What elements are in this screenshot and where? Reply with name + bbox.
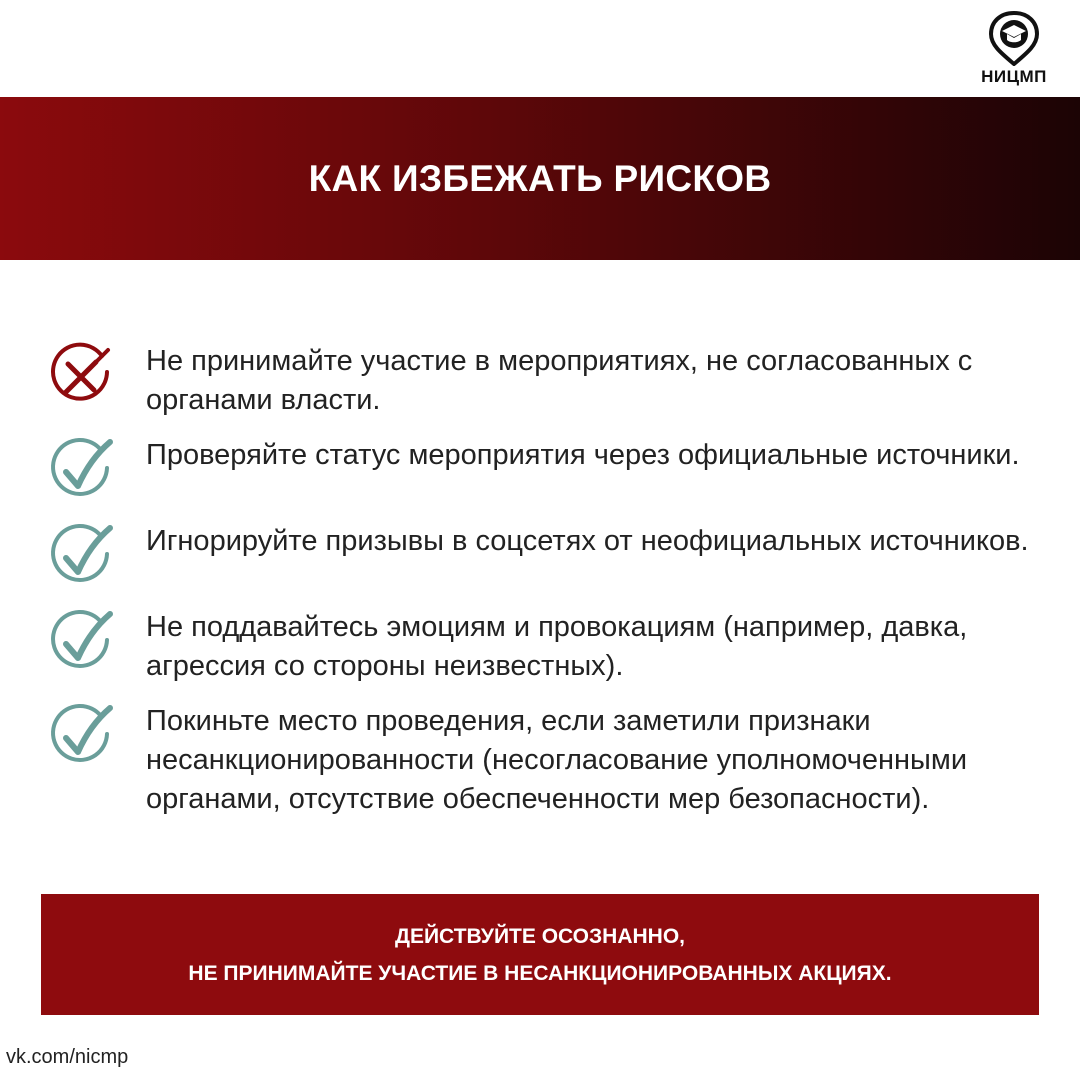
cta-line-2: НЕ ПРИНИМАЙТЕ УЧАСТИЕ В НЕСАНКЦИОНИРОВАННЫХ АКЦИЯХ. [188, 961, 892, 985]
brand-logo [974, 10, 1054, 90]
check-circle-icon [46, 522, 116, 592]
tips-list [46, 338, 1036, 831]
check-circle-icon [46, 702, 116, 772]
header-banner [0, 97, 1080, 260]
check-circle-icon [46, 436, 116, 506]
tip-item [46, 432, 1036, 506]
cta-banner [41, 894, 1039, 1015]
tip-text: Не принимайте участие в мероприятиях, не согласованных с органами власти. [146, 345, 973, 416]
page-title: КАК ИЗБЕЖАТЬ РИСКОВ [308, 157, 772, 199]
cta-line-1: ДЕЙСТВУЙТЕ ОСОЗНАННО, [394, 924, 686, 948]
tip-text: Проверяйте статус мероприятия через официальные источники. [146, 439, 1020, 471]
tip-item [46, 698, 1036, 819]
graduation-cap-pin-icon [986, 10, 1042, 66]
tip-item [46, 604, 1036, 686]
check-circle-icon [46, 608, 116, 678]
cross-circle-icon [46, 342, 116, 412]
tip-text: Не поддавайтесь эмоциям и провокациям (например, давка, агрессия со стороны неизвестных). [146, 611, 968, 682]
tip-item [46, 338, 1036, 420]
logo-text: НИЦМП [981, 67, 1047, 86]
tip-text: Игнорируйте призывы в соцсетях от неофициальных источников. [146, 525, 1029, 557]
site-link[interactable]: vk.com/nicmp [6, 1046, 129, 1068]
tip-item [46, 518, 1036, 592]
tip-text: Покиньте место проведения, если заметили признаки несанкционированности (несогласование уполномоченными органами, отсутствие обеспеченности мер безопасности). [146, 705, 968, 815]
